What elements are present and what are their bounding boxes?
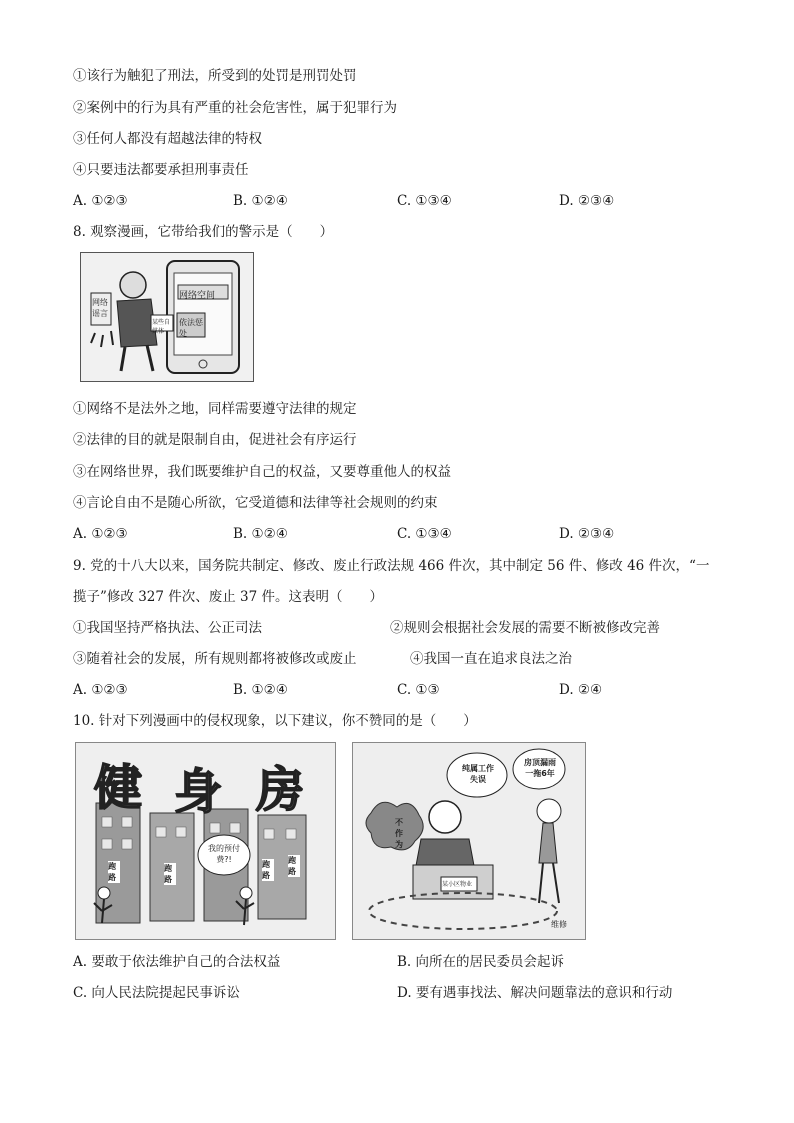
q9-statement-2: ②规则会根据社会发展的需要不断被修改完善: [390, 620, 660, 636]
q7-option-d[interactable]: D. ②③④: [559, 193, 615, 209]
q8-statement-1: ①网络不是法外之地，同样需要遵守法律的规定: [73, 401, 357, 417]
q9-statement-1: ①我国坚持严格执法、公正司法: [73, 620, 262, 636]
q10-big-char-2: 身: [174, 764, 223, 820]
q7-statement-3: ③任何人都没有超越法律的特权: [73, 131, 262, 147]
q10-option-c[interactable]: C. 向人民法院提起民事诉讼: [73, 985, 240, 1001]
q10-big-char-1: 健: [94, 760, 143, 816]
q10-cartoon-right: [352, 742, 586, 940]
q8-screen-text: 网络空间: [179, 291, 216, 301]
q10-option-a[interactable]: A. 要敢于依法维护自己的合法权益: [73, 954, 281, 970]
q10-bubble-work-error: 纯属工作失误: [462, 764, 494, 784]
q10-big-char-3: 房: [256, 762, 305, 818]
q10-bubble-prepaid: 我的预付费?!: [208, 844, 240, 864]
q7-option-b[interactable]: B. ①②④: [233, 193, 288, 209]
q9-statement-4: ④我国一直在追求良法之治: [410, 651, 572, 667]
q10-repair-text: 维修: [551, 920, 567, 929]
q8-statement-3: ③在网络世界，我们既要维护自己的权益，又要尊重他人的权益: [73, 464, 451, 480]
q8-option-d[interactable]: D. ②③④: [559, 526, 615, 542]
q10-bubble-roof-leak: 房顶漏雨一拖6年: [524, 758, 556, 778]
q9-statement-3: ③随着社会的发展，所有规则都将被修改或废止: [73, 651, 357, 667]
q8-cartoon: [80, 252, 254, 382]
q10-option-d[interactable]: D. 要有遇事找法、解决问题靠法的意识和行动: [397, 985, 673, 1001]
q9-option-c[interactable]: C. ①③: [397, 682, 440, 698]
q9-option-d[interactable]: D. ②④: [559, 682, 603, 698]
q10-tag-3: 跑路: [262, 859, 274, 881]
q7-option-c[interactable]: C. ①③④: [397, 193, 452, 209]
q8-statement-4: ④言论自由不是随心所欲，它受道德和法律等社会规则的约束: [73, 495, 438, 511]
q8-bottle-text: 网络谣言: [92, 298, 108, 318]
q9-option-a[interactable]: A. ①②③: [73, 682, 128, 698]
q10-cartoon-left: [75, 742, 336, 940]
q8-option-c[interactable]: C. ①③④: [397, 526, 452, 542]
q10-stem: 10. 针对下列漫画中的侵权现象，以下建议，你不赞同的是（ ）: [73, 713, 477, 729]
q9-option-b[interactable]: B. ①②④: [233, 682, 288, 698]
q10-desk-text: 某小区物业: [442, 881, 473, 888]
q8-statement-2: ②法律的目的就是限制自由，促进社会有序运行: [73, 432, 357, 448]
q10-tag-1: 跑路: [108, 861, 120, 883]
q8-option-b[interactable]: B. ①②④: [233, 526, 288, 542]
q8-card-text: 某些自媒体: [152, 319, 171, 335]
q7-statement-2: ②案例中的行为具有严重的社会危害性，属于犯罪行为: [73, 100, 397, 116]
q10-tag-2: 跑路: [164, 863, 176, 885]
q8-stem: 8. 观察漫画，它带给我们的警示是（ ）: [73, 224, 334, 240]
q7-statement-1: ①该行为触犯了刑法，所受到的处罚是刑罚处罚: [73, 68, 357, 84]
q9-stem-line-2: 揽子”修改 327 件次、废止 37 件。这表明（ ）: [73, 589, 384, 605]
q10-tag-4: 跑路: [288, 855, 300, 877]
q7-statement-4: ④只要违法都要承担刑事责任: [73, 162, 249, 178]
q8-stamp-text: 依法惩处: [179, 318, 203, 338]
q8-option-a[interactable]: A. ①②③: [73, 526, 128, 542]
q7-option-a[interactable]: A. ①②③: [73, 193, 128, 209]
q10-option-b[interactable]: B. 向所在的居民委员会起诉: [397, 954, 565, 970]
q10-side-text-inaction: 不作为: [395, 818, 403, 849]
q9-stem-line-1: 9. 党的十八大以来，国务院共制定、修改、废止行政法规 466 件次，其中制定 56 件、修改 46 件次，“一: [73, 558, 710, 574]
